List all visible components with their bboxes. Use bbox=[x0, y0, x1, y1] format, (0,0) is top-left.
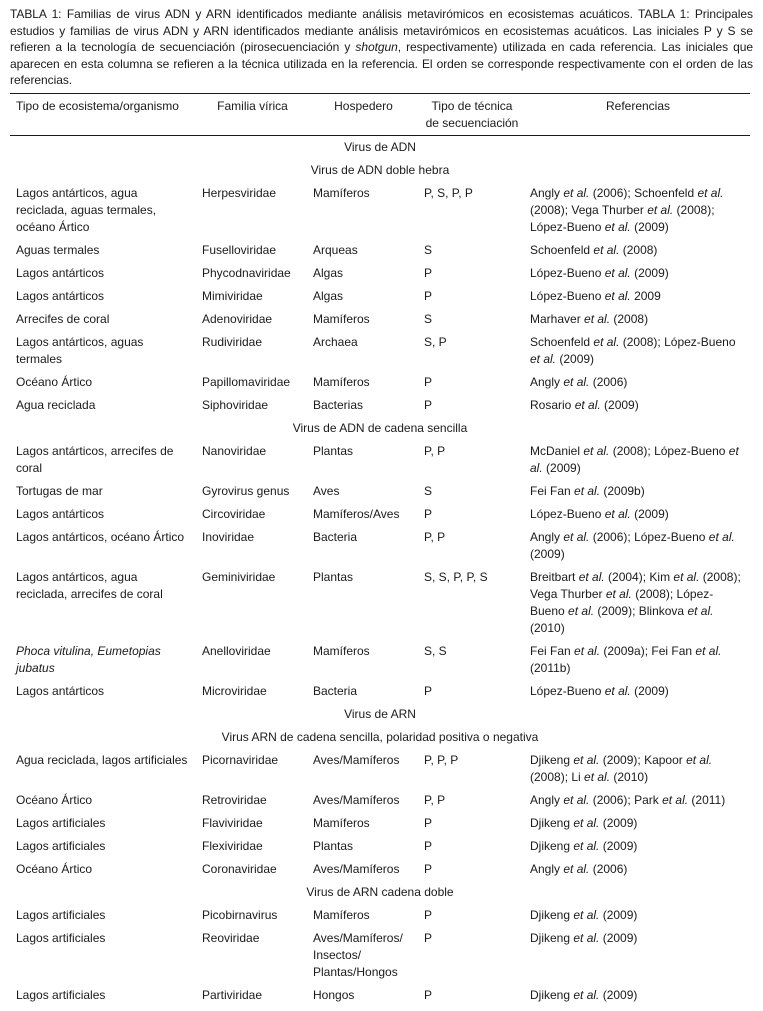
cell-technique: S, S, P, P, S bbox=[424, 569, 488, 584]
table-row bbox=[10, 858, 750, 881]
cell-family: Flexiviridae bbox=[202, 838, 263, 853]
cell-references: López-Bueno et al. (2009) bbox=[530, 265, 669, 280]
table-row bbox=[10, 566, 750, 640]
section-row bbox=[10, 135, 750, 159]
cell-ecosystem: Lagos antárticos bbox=[16, 506, 105, 521]
cell-host: Mamíferos bbox=[313, 815, 370, 830]
cell-references: Angly et al. (2006); Park et al. (2011) bbox=[530, 792, 726, 807]
cell-ecosystem: Lagos artificiales bbox=[16, 815, 106, 830]
cell-family: Nanoviridae bbox=[202, 443, 267, 458]
cell-host: Hongos bbox=[313, 987, 355, 1002]
cell-family: Mimiviridae bbox=[202, 288, 263, 303]
cell-family: Rudiviridae bbox=[202, 334, 263, 349]
cell-family: Microviridae bbox=[202, 683, 267, 698]
section-heading: Virus de ADN de cadena sencilla bbox=[292, 420, 468, 435]
cell-host: Mamíferos bbox=[313, 907, 370, 922]
cell-technique: S bbox=[424, 311, 433, 326]
cell-technique: S bbox=[424, 483, 433, 498]
cell-ecosystem: Agua reciclada bbox=[16, 397, 96, 412]
cell-technique: P bbox=[424, 374, 433, 389]
cell-references: Rosario et al. (2009) bbox=[530, 397, 639, 412]
table-row bbox=[10, 749, 750, 789]
cell-technique: P bbox=[424, 987, 433, 1002]
section-heading: Virus ARN de cadena sencilla, polaridad positiva o negativa bbox=[221, 729, 539, 744]
cell-ecosystem: Océano Ártico bbox=[16, 861, 93, 876]
section-heading: Virus de ADN doble hebra bbox=[310, 162, 450, 177]
section-row bbox=[10, 881, 750, 904]
cell-ecosystem: Lagos antárticos bbox=[16, 683, 105, 698]
table-row bbox=[10, 371, 750, 394]
cell-ecosystem: Tortugas de mar bbox=[16, 483, 103, 498]
cell-references: López-Bueno et al. (2009) bbox=[530, 683, 669, 698]
table-row bbox=[10, 812, 750, 835]
cell-family: Partiviridae bbox=[202, 987, 263, 1002]
cell-technique: P bbox=[424, 397, 433, 412]
cell-references: McDaniel et al. (2008); López-Bueno et al. (2009) bbox=[530, 443, 739, 475]
cell-host: Mamíferos bbox=[313, 643, 370, 658]
cell-ecosystem: Lagos antárticos, agua reciclada, arrecifes de coral bbox=[16, 569, 163, 601]
cell-references: Djikeng et al. (2009) bbox=[530, 838, 638, 853]
section-heading: Virus de ARN cadena doble bbox=[306, 884, 454, 899]
table-row bbox=[10, 789, 750, 812]
cell-references: Angly et al. (2006); Schoenfeld et al. (2008); Vega Thurber et al. (2008); López-Bueno et al. (2009) bbox=[530, 185, 724, 234]
cell-host: Mamíferos/Aves bbox=[313, 506, 400, 521]
table-caption: TABLA 1: Familias de virus ADN y ARN identificados mediante análisis metavirómicos en ecosistemas acuáticos. TABLA 1: Principales estudios y familias de virus ADN y ARN identificados mediante análisis metavirómicos en ecosistemas acuáticos. Las iniciales P y S se refieren a la tecnología de secuenciación (pirosecuenciación y shotgun, respectivamente) utilizada en cada referencia. Las iniciales que aparecen en esta columna se refieren a la técnica utilizada en la referencia. El orden se corresponde respectivamente con el orden de las referencias. bbox=[10, 7, 753, 87]
cell-technique: P bbox=[424, 907, 433, 922]
cell-technique: P bbox=[424, 288, 433, 303]
cell-family: Circoviridae bbox=[202, 506, 266, 521]
table-row bbox=[10, 331, 750, 371]
table-row bbox=[10, 835, 750, 858]
cell-ecosystem: Océano Ártico bbox=[16, 792, 93, 807]
cell-host: Bacterias bbox=[313, 397, 364, 412]
section-heading: Virus de ADN bbox=[344, 139, 416, 154]
cell-family: Herpesviridae bbox=[202, 185, 277, 200]
cell-family: Inoviridae bbox=[202, 529, 255, 544]
header-host: Hospedero bbox=[307, 93, 418, 135]
cell-references: Marhaver et al. (2008) bbox=[530, 311, 649, 326]
cell-ecosystem: Lagos antárticos, aguas termales bbox=[16, 334, 144, 366]
table-row bbox=[10, 394, 750, 417]
cell-ecosystem: Phoca vitulina, Eumetopias jubatus bbox=[16, 643, 161, 675]
table-row bbox=[10, 480, 750, 503]
header-family: Familia vírica bbox=[196, 93, 307, 135]
cell-family: Coronaviridae bbox=[202, 861, 277, 876]
table-row bbox=[10, 640, 750, 680]
cell-technique: S, S bbox=[424, 643, 447, 658]
cell-technique: S bbox=[424, 242, 433, 257]
cell-family: Fuselloviridae bbox=[202, 242, 277, 257]
cell-host: Mamíferos bbox=[313, 185, 370, 200]
document-page bbox=[10, 0, 753, 1007]
table-row bbox=[10, 904, 750, 927]
section-row bbox=[10, 159, 750, 182]
header-ecosystem: Tipo de ecosistema/organismo bbox=[10, 93, 196, 135]
cell-host: Mamíferos bbox=[313, 311, 370, 326]
cell-references: Schoenfeld et al. (2008) bbox=[530, 242, 658, 257]
header-technique: Tipo de técnica de secuenciación bbox=[418, 93, 524, 135]
cell-host: Aves/Mamíferos bbox=[313, 861, 400, 876]
cell-family: Anelloviridae bbox=[202, 643, 271, 658]
cell-ecosystem: Aguas termales bbox=[16, 242, 100, 257]
cell-technique: P bbox=[424, 930, 433, 945]
cell-technique: P bbox=[424, 265, 433, 280]
cell-host: Aves/Mamíferos/ Insectos/ Plantas/Hongos bbox=[313, 930, 403, 979]
cell-ecosystem: Lagos artificiales bbox=[16, 907, 106, 922]
cell-technique: P bbox=[424, 861, 433, 876]
cell-technique: P, P, P bbox=[424, 752, 459, 767]
table-row bbox=[10, 526, 750, 566]
cell-references: Fei Fan et al. (2009b) bbox=[530, 483, 645, 498]
cell-references: Djikeng et al. (2009) bbox=[530, 815, 638, 830]
table-row bbox=[10, 440, 750, 480]
cell-family: Picobirnavirus bbox=[202, 907, 278, 922]
cell-references: Angly et al. (2006) bbox=[530, 374, 628, 389]
cell-references: Angly et al. (2006) bbox=[530, 861, 628, 876]
cell-ecosystem: Lagos antárticos bbox=[16, 265, 105, 280]
cell-host: Aves/Mamíferos bbox=[313, 792, 400, 807]
cell-references: Djikeng et al. (2009) bbox=[530, 987, 638, 1002]
cell-references: López-Bueno et al. 2009 bbox=[530, 288, 661, 303]
cell-ecosystem: Lagos artificiales bbox=[16, 987, 106, 1002]
cell-family: Phycodnaviridae bbox=[202, 265, 291, 280]
cell-host: Algas bbox=[313, 288, 344, 303]
table-row bbox=[10, 984, 750, 1007]
cell-family: Geminiviridae bbox=[202, 569, 276, 584]
cell-references: Djikeng et al. (2009) bbox=[530, 930, 638, 945]
cell-family: Papillomaviridae bbox=[202, 374, 291, 389]
cell-family: Adenoviridae bbox=[202, 311, 273, 326]
cell-technique: P, S, P, P bbox=[424, 185, 473, 200]
header-references: Referencias bbox=[524, 93, 750, 135]
cell-family: Siphoviridae bbox=[202, 397, 269, 412]
cell-technique: P bbox=[424, 506, 433, 521]
cell-technique: P bbox=[424, 815, 433, 830]
cell-references: López-Bueno et al. (2009) bbox=[530, 506, 669, 521]
table-row bbox=[10, 285, 750, 308]
virus-families-table bbox=[10, 93, 750, 1007]
table-row bbox=[10, 182, 750, 239]
cell-host: Arqueas bbox=[313, 242, 358, 257]
cell-ecosystem: Arrecifes de coral bbox=[16, 311, 110, 326]
section-row bbox=[10, 417, 750, 440]
table-body bbox=[10, 135, 750, 1007]
cell-technique: P, P bbox=[424, 792, 446, 807]
cell-ecosystem: Lagos antárticos bbox=[16, 288, 105, 303]
table-row bbox=[10, 927, 750, 984]
cell-host: Plantas bbox=[313, 838, 354, 853]
cell-host: Bacteria bbox=[313, 683, 358, 698]
cell-references: Djikeng et al. (2009) bbox=[530, 907, 638, 922]
cell-family: Picornaviridae bbox=[202, 752, 279, 767]
section-row bbox=[10, 703, 750, 726]
cell-technique: P, P bbox=[424, 529, 446, 544]
cell-host: Aves bbox=[313, 483, 340, 498]
cell-technique: P bbox=[424, 838, 433, 853]
cell-host: Archaea bbox=[313, 334, 358, 349]
cell-ecosystem: Lagos antárticos, agua reciclada, aguas termales, océano Ártico bbox=[16, 185, 157, 234]
cell-references: Angly et al. (2006); López-Bueno et al. (2009) bbox=[530, 529, 735, 561]
cell-family: Reoviridae bbox=[202, 930, 260, 945]
cell-ecosystem: Agua reciclada, lagos artificiales bbox=[16, 752, 188, 767]
cell-host: Mamíferos bbox=[313, 374, 370, 389]
section-heading: Virus de ARN bbox=[344, 706, 416, 721]
cell-host: Plantas bbox=[313, 569, 354, 584]
cell-ecosystem: Lagos antárticos, océano Ártico bbox=[16, 529, 185, 544]
table-header-row bbox=[10, 93, 750, 135]
cell-ecosystem: Lagos artificiales bbox=[16, 838, 106, 853]
cell-technique: P bbox=[424, 683, 433, 698]
cell-ecosystem: Océano Ártico bbox=[16, 374, 93, 389]
cell-host: Bacteria bbox=[313, 529, 358, 544]
cell-references: Fei Fan et al. (2009a); Fei Fan et al. (2011b) bbox=[530, 643, 722, 675]
table-row bbox=[10, 680, 750, 703]
cell-family: Gyrovirus genus bbox=[202, 483, 290, 498]
section-row bbox=[10, 726, 750, 749]
cell-family: Retroviridae bbox=[202, 792, 267, 807]
table-row bbox=[10, 308, 750, 331]
table-row bbox=[10, 239, 750, 262]
cell-references: Breitbart et al. (2004); Kim et al. (2008); Vega Thurber et al. (2008); López-Bueno et al. (2009); Blinkova et al. (2010) bbox=[530, 569, 741, 635]
cell-ecosystem: Lagos antárticos, arrecifes de coral bbox=[16, 443, 174, 475]
cell-host: Aves/Mamíferos bbox=[313, 752, 400, 767]
cell-ecosystem: Lagos artificiales bbox=[16, 930, 106, 945]
cell-host: Algas bbox=[313, 265, 344, 280]
cell-technique: P, P bbox=[424, 443, 446, 458]
cell-family: Flaviviridae bbox=[202, 815, 263, 830]
cell-technique: S, P bbox=[424, 334, 447, 349]
cell-references: Schoenfeld et al. (2008); López-Bueno et al. (2009) bbox=[530, 334, 736, 366]
cell-host: Plantas bbox=[313, 443, 354, 458]
table-row bbox=[10, 503, 750, 526]
cell-references: Djikeng et al. (2009); Kapoor et al. (2008); Li et al. (2010) bbox=[530, 752, 713, 784]
table-row bbox=[10, 262, 750, 285]
